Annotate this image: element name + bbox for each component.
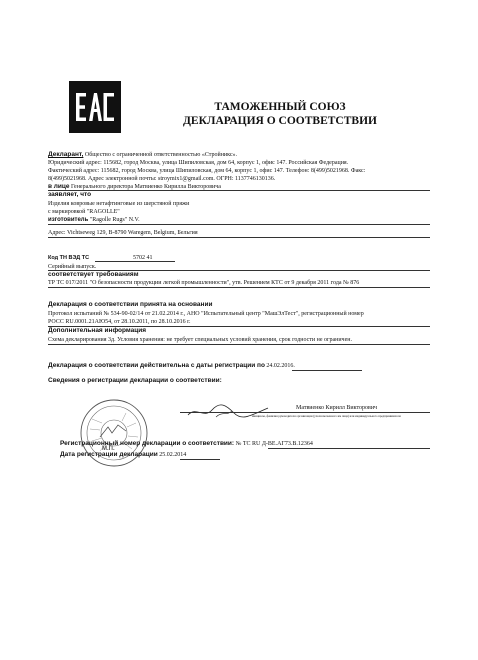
stamp-mp: М.П. — [102, 446, 115, 452]
header-title-union: ТАМОЖЕННЫЙ СОЮЗ — [214, 101, 346, 113]
address-underline — [48, 237, 430, 238]
representative-name: Генерального директора Матвиенко Кирилла Викторовича — [69, 184, 221, 190]
registration-info-label: Сведения о регистрации декларации о соответствии: — [48, 377, 222, 384]
requirements-label: соответствует требованиям — [48, 271, 139, 278]
manufacturer-label: изготовитель — [48, 217, 89, 223]
representative-label: в лице — [48, 183, 70, 190]
basis-label: Декларация о соответствии принята на основании — [48, 301, 213, 308]
applicant-line — [48, 151, 237, 159]
validity-label: Декларация о соответствии действительна с даты регистрации по — [48, 362, 265, 369]
actual-address-line1: Фактический адрес: 115682, город Москва, улица Шипиловская, дом 64, корпус 1, офис 147. Телефон: 8(499)5021968. Факс: — [48, 168, 366, 174]
registration-date-underline — [180, 459, 220, 460]
actual-address-line2: 8(499)5021968. Адрес электронной почты: stroymix1@gmail.com. ОГРН: 1137746130136. — [48, 176, 276, 182]
signature-underline — [180, 412, 430, 413]
basis-line1: Протокол испытаний № 534-90-02/14 от 21.02.2014 г., АНО "Испытательный центр "МашЭлТест", регистрационный номер — [48, 311, 364, 317]
applicant-underline — [48, 190, 430, 191]
code-value: 5702 41 — [133, 255, 153, 261]
applicant-name: Общество с ограниченной ответственностью «Стройникс». — [83, 152, 238, 158]
manufacturer-line — [48, 216, 140, 224]
serial-release: Серийный выпуск. — [48, 264, 97, 270]
eac-logo — [69, 81, 121, 133]
code-label: Код ТН ВЭД ТС — [48, 255, 90, 261]
declares-label: заявляет, что — [48, 191, 92, 198]
registration-date-label: Дата регистрации декларации — [60, 451, 158, 458]
validity-underline — [292, 370, 362, 371]
additional-underline — [48, 344, 430, 345]
validity-date: 24.02.2016. — [266, 363, 295, 369]
applicant-label: Декларант, — [48, 151, 84, 158]
additional-label: Дополнительная информация — [48, 327, 147, 334]
manufacturer-underline — [48, 224, 430, 225]
registration-number-label: Регистрационный номер декларации о соответствии: — [60, 440, 235, 447]
legal-address: Юридический адрес: 115682, город Москва, улица Шипиловская, дом 64, корпус 1, офис 147. Российская Федерация. — [48, 160, 349, 166]
registration-date-line — [60, 451, 186, 459]
registration-date: 25.02.2014 — [159, 452, 187, 458]
product-desc-line1: Изделия ковровые нетафтинговые из шерстяной пряжи — [48, 201, 190, 207]
signer-name: Матвиенко Кирилл Викторович — [296, 405, 378, 411]
registration-number: № ТС RU Д-BE.АГ73.В.12364 — [235, 441, 313, 447]
basis-line2: РОСС RU.0001.21АЮ54, от 28.10.2011, по 28.10.2016 г. — [48, 319, 191, 325]
handwritten-signature — [186, 401, 271, 421]
additional-text: Схема декларирования 3д. Условия хранения: не требует специальных условий хранения, срок годности не ограничен. — [48, 337, 352, 343]
code-underline — [95, 261, 175, 262]
signer-caption: инициалы, фамилия руководителя организации (уполномоченного им лица) или индивидуального предпринимателя — [252, 414, 401, 418]
requirements-text: ТР ТС 017/2011 "О безопасности продукции легкой промышленности", утв. Решением КТС от 9 декабря 2011 года № 876 — [48, 280, 360, 286]
registration-number-line — [60, 440, 313, 448]
registration-number-underline — [268, 448, 430, 449]
header-title-declaration: ДЕКЛАРАЦИЯ О СООТВЕТСТВИИ — [183, 115, 377, 127]
product-desc-line2: с маркировкой "RAGOLLE" — [48, 209, 120, 215]
validity-line — [48, 362, 295, 370]
requirements-underline — [48, 287, 430, 288]
manufacturer-address: Адрес: Vichtseweg 129, B-8790 Waregem, Belgium, Бельгия — [48, 230, 198, 236]
manufacturer-name: "Ragolle Rugs" N.V. — [88, 217, 140, 223]
